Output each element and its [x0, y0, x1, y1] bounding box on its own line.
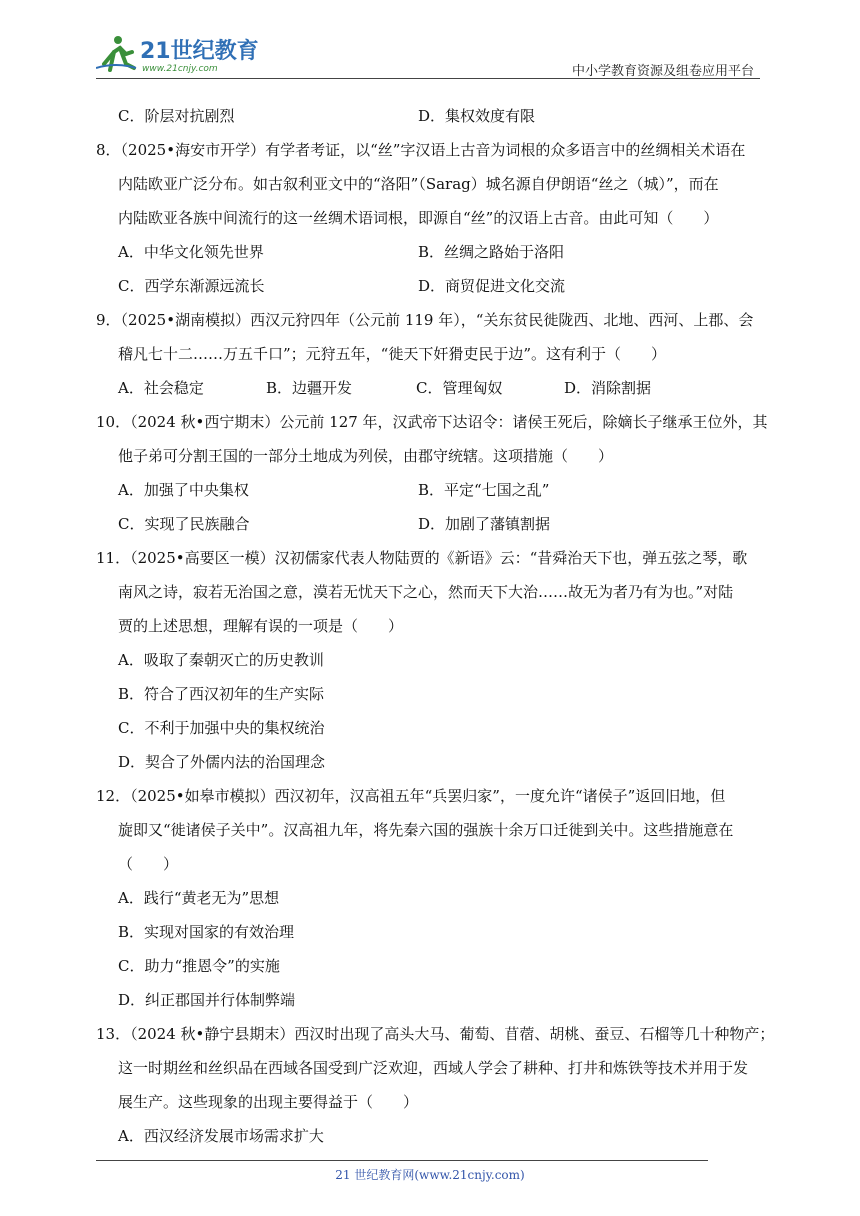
q11-line-2: 南风之诗，寂若无治国之意，漠若无忧天下之心，然而天下大治……故无为者乃有为也。”对陆: [118, 583, 734, 601]
q12-option-d: D．纠正郡国并行体制弊端: [118, 991, 296, 1009]
platform-title: 中小学教育资源及组卷应用平台: [571, 64, 754, 79]
q12-option-a: A．践行“黄老无为”思想: [118, 889, 280, 907]
site-logo: [96, 34, 261, 74]
q9-option-c: C．管理匈奴: [416, 379, 503, 397]
q8-option-a: A．中华文化领先世界: [118, 243, 264, 261]
q12-line-1: 12．（2025•如皋市模拟）西汉初年，汉高祖五年“兵罢归家”，一度允许“诸侯子”返回旧地，但: [96, 787, 726, 805]
q11-option-c: C．不利于加强中央的集权统治: [118, 719, 325, 737]
runner-logo-icon: [96, 34, 261, 74]
q9-option-d: D．消除割据: [564, 379, 652, 397]
q10-option-c: C．实现了民族融合: [118, 515, 250, 533]
footer-divider: [96, 1160, 708, 1161]
q11-option-d: D．契合了外儒内法的治国理念: [118, 753, 326, 771]
header-divider: [96, 78, 760, 79]
q13-option-a: A．西汉经济发展市场需求扩大: [118, 1127, 324, 1145]
prev-option-c: C．阶层对抗剧烈: [118, 107, 235, 125]
q10-option-b: B．平定“七国之乱”: [418, 481, 550, 499]
q13-line-2: 这一时期丝和丝织品在西域各国受到广泛欢迎，西域人学会了耕种、打井和炼铁等技术并用于发: [118, 1059, 749, 1077]
q8-line-1: 8．（2025•海安市开学）有学者考证，以“丝”字汉语上古音为词根的众多语言中的丝绸相关术语在: [96, 141, 746, 159]
q9-option-b: B．边疆开发: [266, 379, 353, 397]
q13-line-3: 展生产。这些现象的出现主要得益于（ ）: [118, 1093, 419, 1111]
q13-line-1: 13．（2024 秋•静宁县期末）西汉时出现了高头大马、葡萄、苜蓿、胡桃、蚕豆、石榴等几十种物产；: [96, 1025, 775, 1043]
q9-line-2: 稽凡七十二……万五千口”；元狩五年，“徙天下奸猾吏民于边”。这有利于（ ）: [118, 345, 667, 363]
q8-line-3: 内陆欧亚各族中间流行的这一丝绸术语词根，即源自“丝”的汉语上古音。由此可知（ ）: [118, 209, 719, 227]
q9-line-1: 9．（2025•湖南模拟）西汉元狩四年（公元前 119 年），“关东贫民徙陇西、北地、西河、上郡、会: [96, 311, 754, 329]
q11-option-a: A．吸取了秦朝灭亡的历史教训: [118, 651, 324, 669]
footer-text: 21 世纪教育网(www.21cnjy.com): [335, 1168, 525, 1182]
q10-option-d: D．加剧了藩镇割据: [418, 515, 551, 533]
q12-option-b: B．实现对国家的有效治理: [118, 923, 295, 941]
q12-option-c: C．助力“推恩令”的实施: [118, 957, 280, 975]
q11-option-b: B．符合了西汉初年的生产实际: [118, 685, 325, 703]
svg-text:www.21cnjy.com: www.21cnjy.com: [142, 64, 218, 74]
page-header: [96, 30, 760, 80]
q10-option-a: A．加强了中央集权: [118, 481, 249, 499]
q12-line-2: 旋即又“徙诸侯子关中”。汉高祖九年，将先秦六国的强族十余万口迁徙到关中。这些措施意在: [118, 821, 734, 839]
prev-option-d: D．集权效度有限: [418, 107, 536, 125]
q8-option-c: C．西学东渐源远流长: [118, 277, 265, 295]
q12-line-3: （ ）: [118, 855, 179, 873]
q10-line-2: 他子弟可分割王国的一部分土地成为列侯，由郡守统辖。这项措施（ ）: [118, 447, 614, 465]
q9-option-a: A．社会稳定: [118, 379, 204, 397]
q10-line-1: 10．（2024 秋•西宁期末）公元前 127 年，汉武帝下达诏令：诸侯王死后，除嫡长子继承王位外，其: [96, 413, 768, 431]
q8-line-2: 内陆欧亚广泛分布。如古叙利亚文中的“洛阳”（Sarag）城名源自伊朗语“丝之（城）”，而在: [118, 175, 719, 193]
q8-option-b: B．丝绸之路始于洛阳: [418, 243, 565, 261]
q8-option-d: D．商贸促进文化交流: [418, 277, 566, 295]
svg-text:21世纪教育: 21世纪教育: [140, 39, 259, 64]
q11-line-1: 11．（2025•高要区一模）汉初儒家代表人物陆贾的《新语》云：“昔舜治天下也，弹五弦之琴，歌: [96, 549, 748, 567]
q11-line-3: 贾的上述思想，理解有误的一项是（ ）: [118, 617, 404, 635]
